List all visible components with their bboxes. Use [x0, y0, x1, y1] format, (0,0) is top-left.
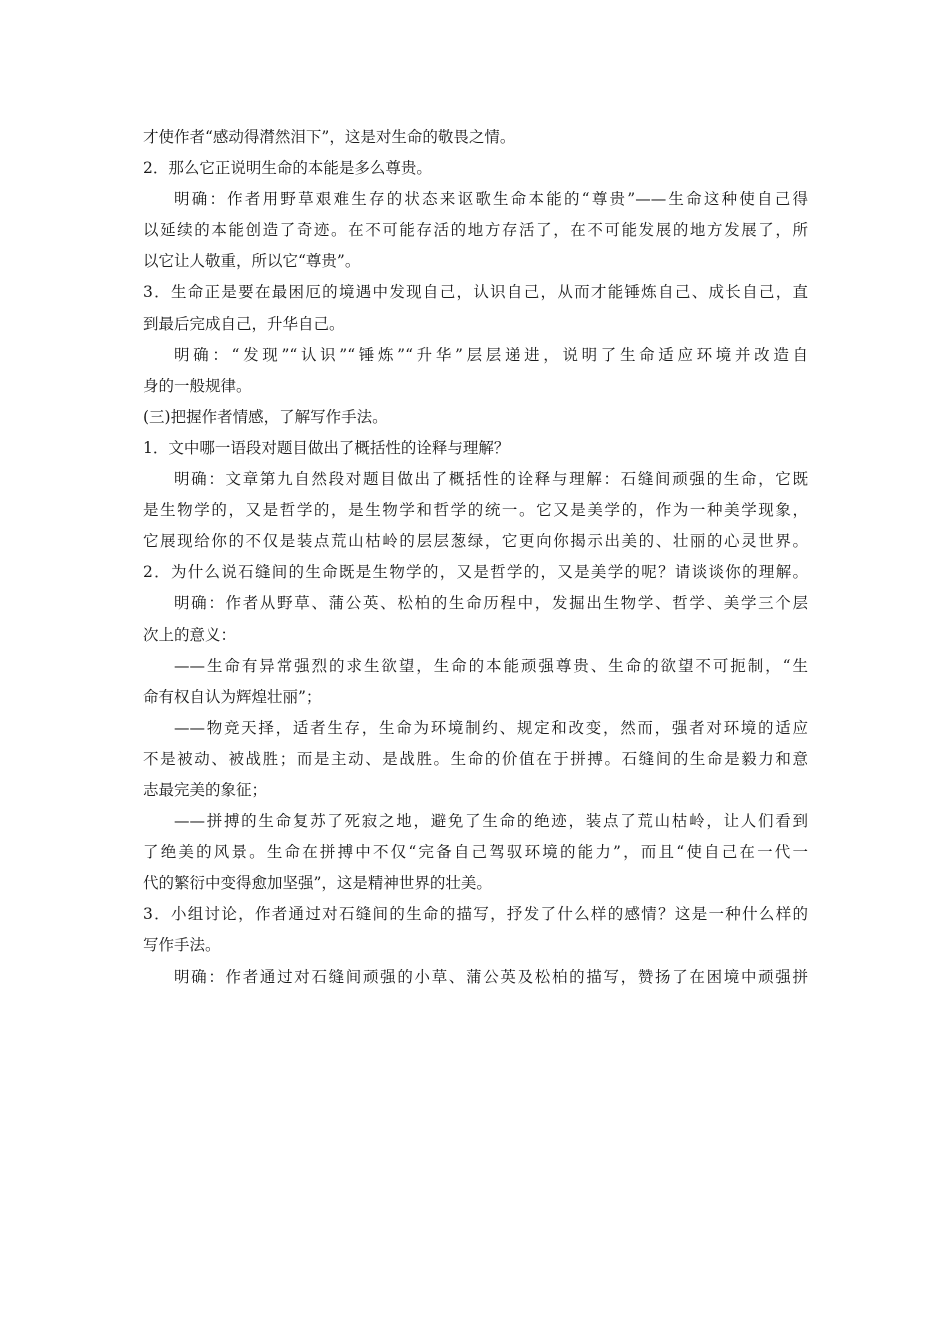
text-line: 明确：作者用野草艰难生存的状态来讴歌生命本能的“尊贵”——生命这种使自己得 — [174, 190, 808, 209]
text-line: 明确：作者通过对石缝间顽强的小草、蒲公英及松柏的描写，赞扬了在困境中顽强拼 — [174, 967, 808, 986]
text-line: 才使作者“感动得潸然泪下”，这是对生命的敬畏之情。 — [143, 128, 516, 146]
text-line: 1．文中哪一语段对题目做出了概括性的诠释与理解？ — [143, 438, 510, 457]
text-line: 志最完美的象征； — [143, 780, 268, 799]
text-line: 到最后完成自己，升华自己。 — [143, 314, 345, 333]
text-line: 代的繁衍中变得愈加坚强”，这是精神世界的壮美。 — [143, 874, 492, 893]
text-line: 明确：“发现”“认识”“锤炼”“升华”层层递进，说明了生命适应环境并改造自 — [174, 345, 808, 364]
text-line: 明确：作者从野草、蒲公英、松柏的生命历程中，发掘出生物学、哲学、美学三个层 — [174, 594, 808, 613]
document-body — [143, 122, 808, 993]
text-line: 2．为什么说石缝间的生命既是生物学的，又是哲学的，又是美学的呢？请谈谈你的理解。 — [143, 563, 808, 582]
text-line: 是生物学的，又是哲学的，是生物学和哲学的统一。它又是美学的，作为一种美学现象， — [143, 501, 808, 520]
text-line: 明确：文章第九自然段对题目做出了概括性的诠释与理解：石缝间顽强的生命，它既 — [174, 470, 808, 489]
section-heading: (三)把握作者情感，了解写作手法。 — [143, 407, 388, 426]
text-line: 以延续的本能创造了奇迹。在不可能存活的地方存活了，在不可能发展的地方发展了，所 — [143, 221, 808, 240]
text-line: 2．那么它正说明生命的本能是多么尊贵。 — [143, 159, 432, 178]
text-line: 命有权自认为辉煌壮丽”； — [143, 687, 322, 706]
text-line: 写作手法。 — [143, 936, 221, 955]
text-line: 次上的意义： — [143, 625, 237, 644]
text-line: 3．生命正是要在最困厄的境遇中发现自己，认识自己，从而才能锤炼自己、成长自己，直 — [143, 283, 808, 302]
text-line: 它展现给你的不仅是装点荒山枯岭的层层葱绿，它更向你揭示出美的、壮丽的心灵世界。 — [143, 532, 808, 551]
text-line: ——拼搏的生命复苏了死寂之地，避免了生命的绝迹，装点了荒山枯岭，让人们看到 — [174, 812, 808, 831]
text-line: 身的一般规律。 — [143, 376, 252, 395]
text-line: 不是被动、被战胜；而是主动、是战胜。生命的价值在于拼搏。石缝间的生命是毅力和意 — [143, 749, 808, 768]
text-line: ——物竞天择，适者生存，生命为环境制约、规定和改变，然而，强者对环境的适应 — [174, 718, 808, 737]
text-line: ——生命有异常强烈的求生欲望，生命的本能顽强尊贵、生命的欲望不可扼制，“生 — [174, 656, 808, 675]
text-line: 以它让人敬重，所以它“尊贵”。 — [143, 252, 361, 271]
text-line: 了绝美的风景。生命在拼搏中不仅“完备自己驾驭环境的能力”，而且“使自己在一代一 — [143, 843, 808, 862]
text-line: 3．小组讨论，作者通过对石缝间的生命的描写，抒发了什么样的感情？这是一种什么样的 — [143, 905, 808, 924]
